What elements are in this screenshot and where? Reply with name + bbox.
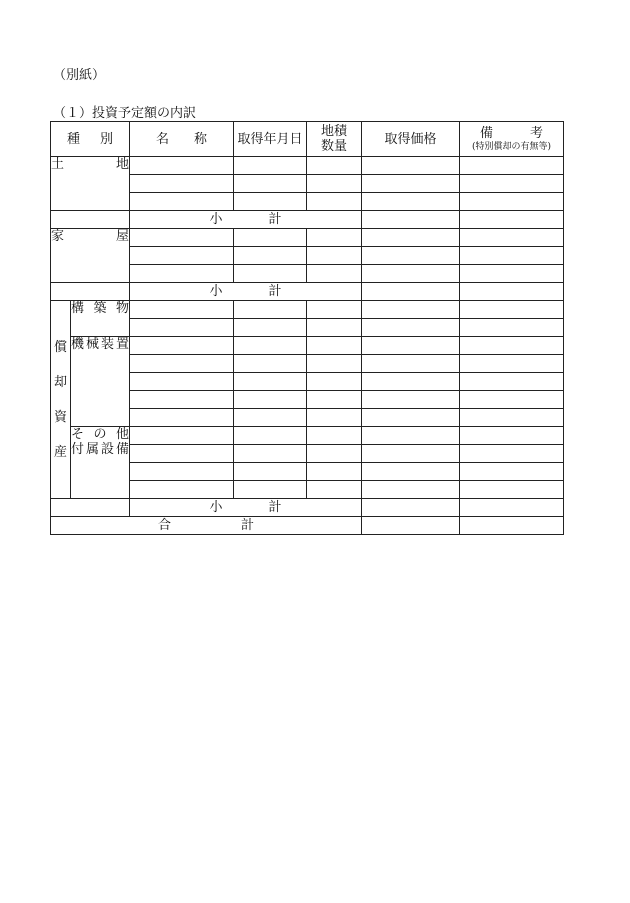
header-remarks-main: 備 考 xyxy=(480,125,544,141)
cell-remarks[interactable] xyxy=(460,211,564,229)
cell-area[interactable] xyxy=(307,355,362,373)
subtotal-row-depreciable xyxy=(51,499,564,517)
cell-remarks[interactable] xyxy=(460,373,564,391)
header-price: 取得価格 xyxy=(362,122,460,157)
subtotal-row-house xyxy=(51,283,564,301)
category-house-continuation xyxy=(51,283,130,301)
cell-area[interactable] xyxy=(307,247,362,265)
cell-remarks[interactable] xyxy=(460,355,564,373)
cell-price[interactable] xyxy=(362,283,460,301)
cell-name[interactable] xyxy=(130,337,234,355)
table-row xyxy=(51,229,564,247)
total-row xyxy=(51,517,564,535)
subtotal-row-land xyxy=(51,211,564,229)
cell-price[interactable] xyxy=(362,301,460,319)
cell-remarks[interactable] xyxy=(460,283,564,301)
total-label: 合 計 xyxy=(51,517,362,535)
cell-price[interactable] xyxy=(362,463,460,481)
cell-area[interactable] xyxy=(307,445,362,463)
cell-price[interactable] xyxy=(362,211,460,229)
cell-date[interactable] xyxy=(234,427,307,445)
cell-date[interactable] xyxy=(234,247,307,265)
cell-total-remarks[interactable] xyxy=(460,517,564,535)
cell-remarks[interactable] xyxy=(460,229,564,247)
subtotal-label: 小 計 xyxy=(130,499,362,517)
subcategory-other-equipment xyxy=(71,427,130,499)
cell-price[interactable] xyxy=(362,247,460,265)
cell-price[interactable] xyxy=(362,265,460,283)
cell-area[interactable] xyxy=(307,463,362,481)
header-name: 名 称 xyxy=(130,122,234,157)
cell-name[interactable] xyxy=(130,463,234,481)
cell-price[interactable] xyxy=(362,229,460,247)
cell-area[interactable] xyxy=(307,265,362,283)
cell-remarks[interactable] xyxy=(460,463,564,481)
cell-price[interactable] xyxy=(362,355,460,373)
cell-name[interactable] xyxy=(130,319,234,337)
subcategory-structures: 構 築 物 xyxy=(71,301,130,337)
depreciable-char: 償 xyxy=(53,339,67,355)
other-line1: そ の 他 xyxy=(71,427,130,442)
cell-area[interactable] xyxy=(307,229,362,247)
cell-area[interactable] xyxy=(307,481,362,499)
subtotal-label: 小 計 xyxy=(130,211,362,229)
section-title: （１）投資予定額の内訳 xyxy=(53,106,197,121)
depreciable-char: 産 xyxy=(53,444,67,460)
cell-date[interactable] xyxy=(234,229,307,247)
cell-price[interactable] xyxy=(362,409,460,427)
cell-remarks[interactable] xyxy=(460,427,564,445)
cell-remarks[interactable] xyxy=(460,499,564,517)
cell-price[interactable] xyxy=(362,319,460,337)
header-type: 種 別 xyxy=(51,122,130,157)
cell-price[interactable] xyxy=(362,175,460,193)
cell-remarks[interactable] xyxy=(460,319,564,337)
cell-area[interactable] xyxy=(307,337,362,355)
header-area-line2: 数量 xyxy=(321,139,348,154)
cell-price[interactable] xyxy=(362,499,460,517)
cell-name[interactable] xyxy=(130,175,234,193)
cell-name[interactable] xyxy=(130,247,234,265)
depreciable-char: 資 xyxy=(53,409,67,425)
other-line2: 付属設備 xyxy=(71,442,130,457)
cell-date[interactable] xyxy=(234,193,307,211)
cell-name[interactable] xyxy=(130,229,234,247)
cell-name[interactable] xyxy=(130,265,234,283)
header-remarks-sub: (特別償却の有無等) xyxy=(472,141,552,152)
cell-area[interactable] xyxy=(307,193,362,211)
cell-name[interactable] xyxy=(130,391,234,409)
cell-name[interactable] xyxy=(130,481,234,499)
cell-name[interactable] xyxy=(130,409,234,427)
cell-price[interactable] xyxy=(362,373,460,391)
cell-remarks[interactable] xyxy=(460,445,564,463)
cell-price[interactable] xyxy=(362,445,460,463)
cell-remarks[interactable] xyxy=(460,265,564,283)
cell-date[interactable] xyxy=(234,157,307,175)
header-area xyxy=(307,122,362,157)
cell-area[interactable] xyxy=(307,157,362,175)
header-date: 取得年月日 xyxy=(234,122,307,157)
cell-price[interactable] xyxy=(362,193,460,211)
cell-remarks[interactable] xyxy=(460,247,564,265)
cell-date[interactable] xyxy=(234,373,307,391)
table-row xyxy=(51,157,564,175)
cell-date[interactable] xyxy=(234,319,307,337)
cell-name[interactable] xyxy=(130,427,234,445)
cell-remarks[interactable] xyxy=(460,157,564,175)
cell-remarks[interactable] xyxy=(460,409,564,427)
category-depreciable-continuation xyxy=(51,499,130,517)
cell-name[interactable] xyxy=(130,301,234,319)
cell-remarks[interactable] xyxy=(460,337,564,355)
cell-name[interactable] xyxy=(130,355,234,373)
cell-date[interactable] xyxy=(234,265,307,283)
cell-name[interactable] xyxy=(130,157,234,175)
cell-price[interactable] xyxy=(362,391,460,409)
cell-remarks[interactable] xyxy=(460,481,564,499)
cell-area[interactable] xyxy=(307,319,362,337)
cell-date[interactable] xyxy=(234,301,307,319)
attachment-note: （別紙） xyxy=(53,68,106,83)
subcategory-machinery: 機械装置 xyxy=(71,337,130,427)
depreciable-char: 却 xyxy=(53,374,67,390)
investment-breakdown-table xyxy=(50,121,564,535)
cell-date[interactable] xyxy=(234,355,307,373)
cell-date[interactable] xyxy=(234,337,307,355)
cell-name[interactable] xyxy=(130,193,234,211)
cell-area[interactable] xyxy=(307,427,362,445)
cell-remarks[interactable] xyxy=(460,391,564,409)
category-land-continuation xyxy=(51,211,130,229)
category-depreciable-assets xyxy=(51,301,71,499)
cell-price[interactable] xyxy=(362,481,460,499)
cell-date[interactable] xyxy=(234,463,307,481)
category-land: 土 地 xyxy=(51,157,130,211)
table-row xyxy=(51,337,564,355)
header-area-line1: 地積 xyxy=(321,124,348,139)
header-row xyxy=(51,122,564,157)
cell-area[interactable] xyxy=(307,391,362,409)
cell-remarks[interactable] xyxy=(460,301,564,319)
cell-total-price[interactable] xyxy=(362,517,460,535)
cell-area[interactable] xyxy=(307,175,362,193)
cell-price[interactable] xyxy=(362,337,460,355)
cell-date[interactable] xyxy=(234,409,307,427)
cell-price[interactable] xyxy=(362,427,460,445)
cell-area[interactable] xyxy=(307,409,362,427)
cell-area[interactable] xyxy=(307,301,362,319)
cell-date[interactable] xyxy=(234,391,307,409)
cell-remarks[interactable] xyxy=(460,193,564,211)
subtotal-label: 小 計 xyxy=(130,283,362,301)
cell-date[interactable] xyxy=(234,445,307,463)
category-house: 家 屋 xyxy=(51,229,130,283)
cell-name[interactable] xyxy=(130,445,234,463)
cell-date[interactable] xyxy=(234,481,307,499)
cell-price[interactable] xyxy=(362,157,460,175)
cell-name[interactable] xyxy=(130,373,234,391)
cell-area[interactable] xyxy=(307,373,362,391)
table-row xyxy=(51,427,564,445)
cell-date[interactable] xyxy=(234,175,307,193)
header-remarks xyxy=(460,122,564,157)
table-row xyxy=(51,301,564,319)
cell-remarks[interactable] xyxy=(460,175,564,193)
